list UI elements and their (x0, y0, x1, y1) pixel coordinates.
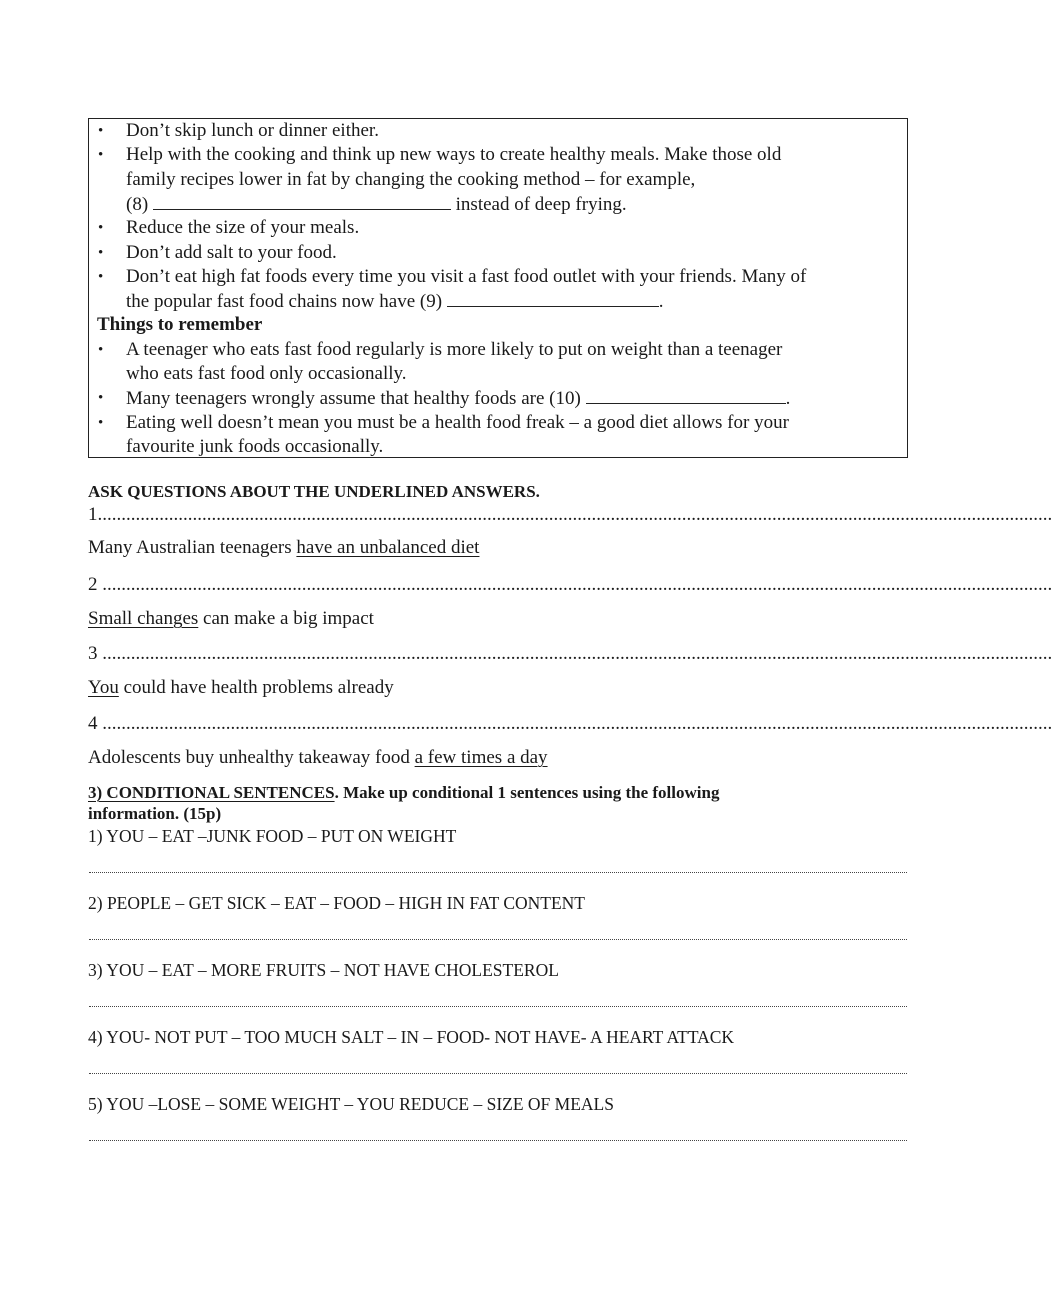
dotted-answer-line-2[interactable] (89, 939, 907, 940)
bullet-icon: • (98, 220, 104, 236)
tip-line-blank-9 (126, 289, 664, 314)
tip-line-blank-8 (126, 192, 627, 217)
blank-prefix: Many teenagers wrongly assume that healthy foods are (10) (126, 388, 586, 409)
blank-prefix: the popular fast food chains now have (9) (126, 291, 447, 312)
tip-line-blank-10 (126, 386, 790, 411)
blank-prefix: (8) (126, 194, 153, 215)
dotted-answer-line: ........................................................................................................................................................................................................ (102, 713, 1052, 734)
question-number: 2 (88, 574, 103, 595)
question-line-4[interactable] (88, 712, 1052, 736)
conditional-prompt-4: 4) YOU- NOT PUT – TOO MUCH SALT – IN – FOOD- NOT HAVE- A HEART ATTACK (88, 1027, 735, 1047)
conditional-heading-text: . Make up conditional 1 sentences using the following (334, 783, 720, 802)
dotted-answer-line-3[interactable] (89, 1006, 907, 1007)
bullet-icon: • (98, 269, 104, 285)
conditional-heading-title: 3) CONDITIONAL SENTENCES (88, 783, 335, 802)
dotted-answer-line-1[interactable] (89, 872, 907, 873)
dotted-answer-line: ........................................................................................................................................................................................................ (102, 504, 1052, 525)
bullet-icon: • (98, 147, 104, 163)
answer-sentence-4 (88, 746, 548, 770)
answer-sentence-3 (88, 676, 394, 700)
bullet-icon: • (98, 415, 104, 431)
tip-line: A teenager who eats fast food regularly is more likely to put on weight than a teenager (126, 339, 783, 360)
bullet-icon: • (98, 245, 104, 261)
tip-line: Reduce the size of your meals. (126, 217, 360, 238)
dotted-answer-line: ........................................................................................................................................................................................................ (102, 574, 1052, 595)
conditional-prompt-5: 5) YOU –LOSE – SOME WEIGHT – YOU REDUCE – SIZE OF MEALS (88, 1094, 614, 1114)
tip-line: Eating well doesn’t mean you must be a health food freak – a good diet allows for your (126, 412, 789, 433)
tip-line: Don’t add salt to your food. (126, 242, 337, 263)
answer-text: Adolescents buy unhealthy takeaway food (88, 747, 415, 768)
blank-suffix: instead of deep frying. (450, 194, 627, 215)
question-number: 4 (88, 713, 103, 734)
blank-suffix: . (658, 291, 664, 312)
answer-text: Many Australian teenagers (88, 537, 297, 558)
conditional-prompt-3: 3) YOU – EAT – MORE FRUITS – NOT HAVE CHOLESTEROL (88, 960, 559, 980)
answer-blank-10[interactable] (586, 386, 786, 404)
question-line-2[interactable] (88, 573, 1052, 597)
bullet-icon: • (98, 342, 104, 358)
answer-sentence-1 (88, 536, 479, 560)
answer-text: could have health problems already (118, 677, 394, 698)
tip-line: who eats fast food only occasionally. (126, 363, 407, 384)
ask-questions-heading: ASK QUESTIONS ABOUT THE UNDERLINED ANSWERS. (88, 482, 540, 501)
question-line-1[interactable] (88, 503, 1052, 527)
conditional-heading-line-2: information. (15p) (88, 804, 222, 823)
tip-line: favourite junk foods occasionally. (126, 436, 384, 457)
bullet-icon: • (98, 390, 104, 406)
bullet-icon: • (98, 123, 104, 139)
answer-text: can make a big impact (198, 608, 374, 629)
dotted-answer-line-5[interactable] (89, 1140, 907, 1141)
question-number: 1. (88, 504, 103, 525)
underlined-answer: a few times a day (414, 747, 548, 768)
underlined-answer: have an unbalanced diet (296, 537, 480, 558)
question-line-3[interactable] (88, 642, 1052, 666)
blank-suffix: . (785, 388, 791, 409)
tip-line: Help with the cooking and think up new ways to create healthy meals. Make those old (126, 144, 782, 165)
tip-line: Don’t eat high fat foods every time you visit a fast food outlet with your friends. Many of (126, 266, 807, 287)
conditional-prompt-1: 1) YOU – EAT –JUNK FOOD – PUT ON WEIGHT (88, 826, 457, 846)
dotted-answer-line: ........................................................................................................................................................................................................ (102, 643, 1052, 664)
answer-blank-9[interactable] (447, 289, 659, 307)
answer-blank-8[interactable] (153, 192, 451, 210)
answer-sentence-2 (88, 607, 374, 631)
tip-line: family recipes lower in fat by changing the cooking method – for example, (126, 169, 696, 190)
conditional-prompt-2: 2) PEOPLE – GET SICK – EAT – FOOD – HIGH IN FAT CONTENT (88, 893, 585, 913)
tips-box (88, 118, 908, 458)
underlined-answer: You (88, 677, 119, 698)
tip-line: Don’t skip lunch or dinner either. (126, 120, 379, 141)
underlined-answer: Small changes (88, 608, 199, 629)
question-number: 3 (88, 643, 103, 664)
dotted-answer-line-4[interactable] (89, 1073, 907, 1074)
things-to-remember-heading: Things to remember (97, 314, 263, 335)
